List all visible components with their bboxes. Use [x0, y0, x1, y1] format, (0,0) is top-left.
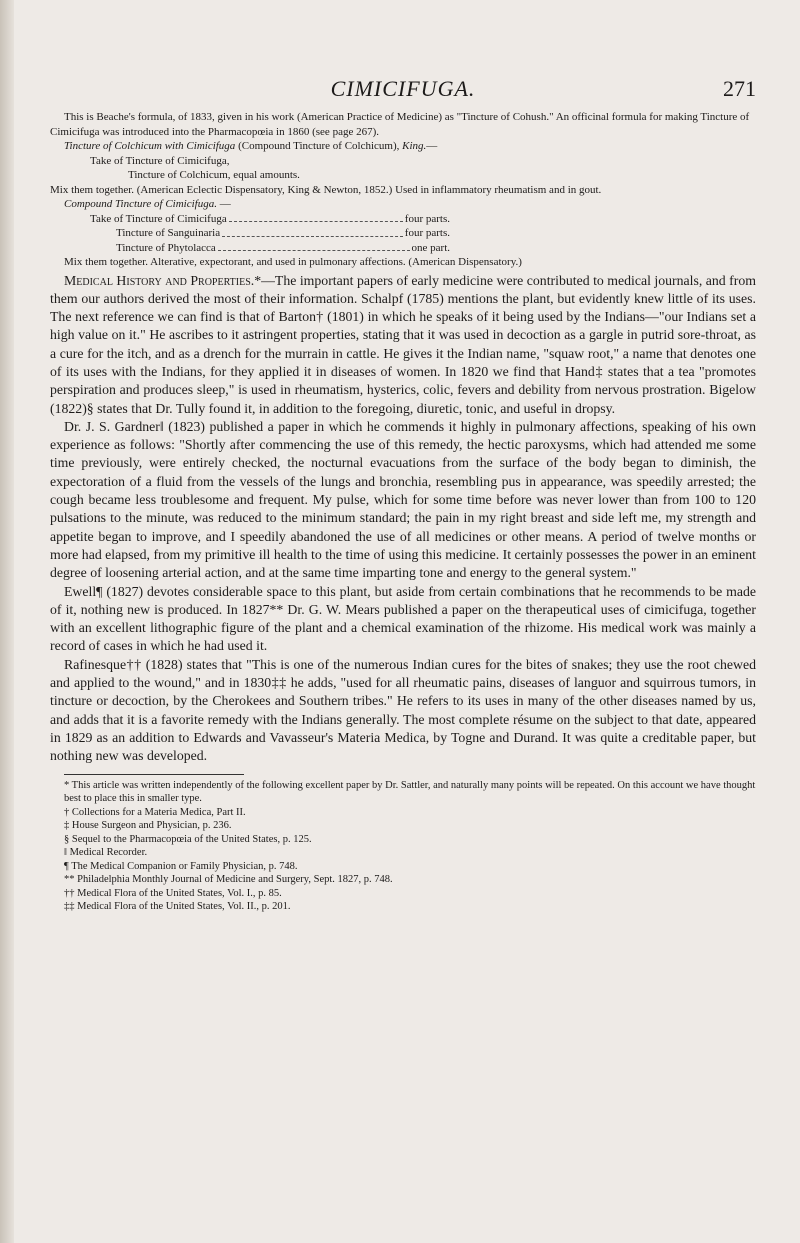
formula-notes	[50, 110, 756, 270]
footnote: ** Philadelphia Monthly Journal of Medicine and Surgery, Sept. 1827, p. 748.	[64, 874, 393, 886]
recipe1-title-rest: (Compound Tincture of Colchicum),	[235, 140, 403, 152]
footnote: † Collections for a Materia Medica, Part II.	[64, 806, 246, 818]
recipe2-note: Mix them together. Alterative, expectorant, and used in pulmonary affections. (American Dispensatory.)	[64, 256, 522, 268]
recipe2-title-dash: —	[217, 198, 231, 210]
footnote: ‡ House Surgeon and Physician, p. 236.	[64, 820, 232, 832]
recipe1-title: Tincture of Colchicum with Cimicifuga	[64, 140, 236, 152]
recipe2-item: Tincture of Phytolacca one part.	[116, 241, 450, 254]
recipe2-heading	[50, 197, 756, 212]
footnote: * This article was written independently of the following excellent paper by Dr. Sattler, and naturally many points will be repeated. On this account we have thought best to place this in smaller type.	[64, 779, 756, 805]
intro-paragraph: This is Beache's formula, of 1833, given in his work (American Practice of Medicine) as "Tincture of Cohush." An officinal formula for making Tincture of Cimicifuga was introduced into the Pharmacopœia in 1860 (see page 267).	[50, 111, 750, 138]
paragraph: Rafinesque†† (1828) states that "This is one of the numerous Indian cures for the bites of snakes; they use the root chewed and applied to the wound," and in 1830‡‡ he adds, "used for all rheumatic pains, diseases of languor and squirrous tumors, in tincture or decoction, by the Cherokees and Southern tribes." He refers to its uses in many of the other diseases named by us, and adds that it is a favorite remedy with the Indians generally. The most complete résume on the subject to that date, appeared in 1829 as an addition to Edwards and Vavasseur's Materia Medica, by Togne and Durand. It was quite a creditable paper, but nothing new was developed.	[50, 656, 756, 764]
footnote: ¶ The Medical Companion or Family Physician, p. 748.	[64, 860, 298, 872]
footnote: ‡‡ Medical Flora of the United States, Vol. II., p. 201.	[64, 901, 291, 913]
paragraph-text: —The important papers of early medicine were contributed to medical journals, and from them our authors derived the most of their information. Schalpf (1785) mentions the plant, but evidently knew little of its uses. The next reference we can find is that of Barton† (1801) in which he speaks of it being used by the Indians—"our Indians set a high value on it." He ascribes to it astringent properties, stating that it was used in decoction as a gargle in putrid sore-throat, as a cure for the itch, and as a drench for the murrain in cattle. He gives it the Indian name, "squaw root," a name that denotes one of its uses with the Indians, for they applied it in diseases of women. In 1820 we find that Hand‡ states that a tea "promotes perspiration and produces sleep," is used in rheumatism, hysterics, colic, fevers and debility from nervous prostration. Bigelow (1822)§ states that Dr. Tully found it, in addition to the foregoing, diuretic, tonic, and useful in dropsy.	[50, 272, 756, 416]
leader-dots	[218, 241, 410, 252]
recipe1-source: King.	[402, 140, 427, 152]
recipe1-line: Tincture of Colchicum, equal amounts.	[128, 169, 300, 181]
recipe1-note: Mix them together. (American Eclectic Dispensatory, King & Newton, 1852.) Used in inflammatory rheumatism and in gout.	[50, 183, 602, 196]
footnotes	[50, 779, 756, 914]
paragraph: Ewell¶ (1827) devotes considerable space to this plant, but aside from certain combinations that he recommends to be made of it, nothing new is produced. In 1827** Dr. G. W. Mears published a paper on the therapeutical uses of cimicifuga, together with an excellent lithographic figure of the plant and a chemical examination of the rhizome. His medical work was mainly a record of cases in which he had used it.	[50, 583, 756, 654]
recipe2-item: Tincture of Sanguinaria four parts.	[116, 227, 450, 239]
page-edge-shadow	[0, 0, 14, 1243]
recipe1-line: Take of Tincture of Cimicifuga,	[90, 154, 230, 167]
page-number: 271	[723, 76, 756, 101]
running-title: CIMICIFUGA.	[330, 76, 476, 101]
leader-dots	[229, 212, 403, 223]
leader-dots	[222, 226, 403, 237]
section-heading: Medical History and Properties.*	[64, 272, 262, 288]
book-page	[50, 70, 756, 914]
recipe1-heading: Tincture of Colchicum with Cimicifuga (Compound Tincture of Colchicum), King.—	[64, 140, 438, 152]
page-header	[50, 70, 756, 110]
paragraph	[50, 272, 756, 418]
footnote: ‖ Medical Recorder.	[64, 847, 148, 859]
recipe2-item: Take of Tincture of Cimicifuga four parts.	[90, 212, 450, 225]
recipe2-title: Compound Tincture of Cimicifuga.	[64, 198, 217, 210]
main-text	[50, 272, 756, 766]
footnote: § Sequel to the Pharmacopœia of the United States, p. 125.	[64, 833, 312, 845]
paragraph: Dr. J. S. Gardner‖ (1823) published a paper in which he commends it highly in pulmonary affections, speaking of his own experience as follows: "Shortly after commencing the use of this remedy, the hectic paroxysms, which had attended me some time previously, were entirely checked, the nocturnal evacuations from the surface of the body began to diminish, the expectoration of a fluid from the vessels of the lungs and bronchia, resembling pus in appearance, was speedily arrested; the cough became less troublesome and frequent. My pulse, which for some time before was never lower than from 100 to 120 pulsations to the minute, was reduced to the minimum standard; the pain in my right breast and side left me, my strength and appetite began to improve, and I speedily abandoned the use of all medicines or other means. A period of twelve months or more had elapsed, from my primitive ill health to the time of using this medicine. It certainly possesses the power in an eminent degree of loosening arterial action, and at the same time imparting tone and energy to the general system."	[50, 418, 756, 581]
footnote-divider	[64, 774, 244, 775]
footnote: †† Medical Flora of the United States, Vol. I., p. 85.	[64, 887, 282, 899]
